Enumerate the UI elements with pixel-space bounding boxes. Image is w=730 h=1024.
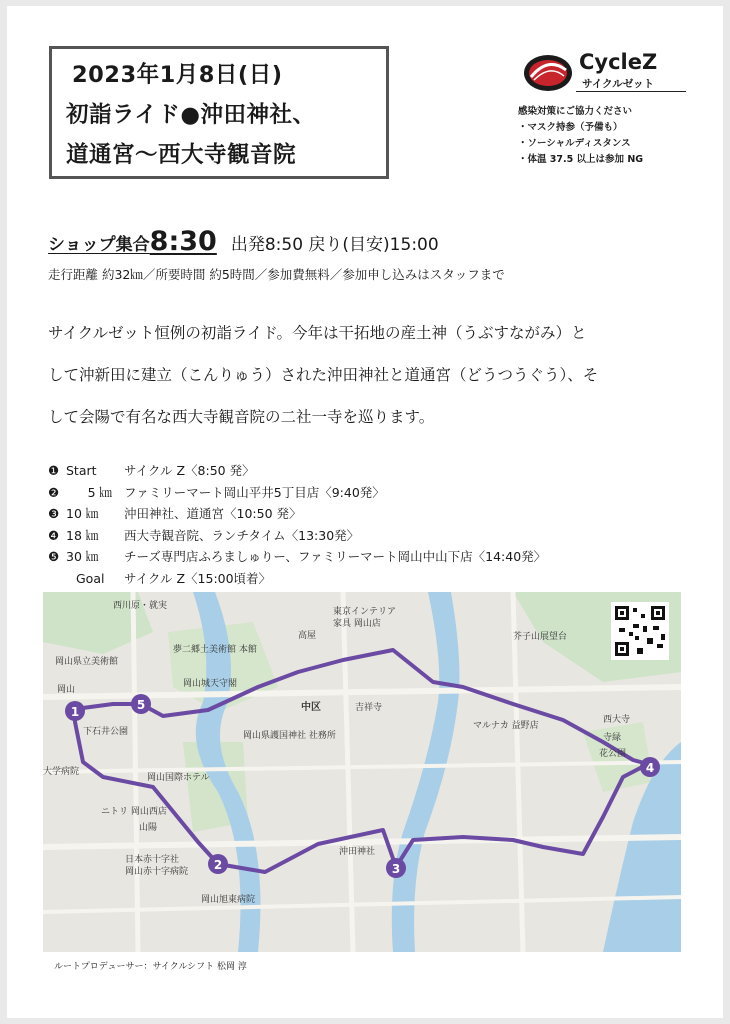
map-label: 岡山 [57,685,76,695]
ride-details: 走行距離 約32㎞／所要時間 約5時間／参加費無料／参加申し込みはスタッフまで [48,267,505,282]
stop-distance: 18 ㎞ [66,527,99,543]
logo-name: CycleZ [579,50,658,74]
map-label: 東京インテリア [333,607,397,617]
intro-line: して会陽で有名な西大寺観音院の二社一寺を巡ります。 [48,408,435,426]
map-label: 芥子山展望台 [513,632,568,642]
logo-underline [576,91,686,92]
route-marker-3 [386,858,406,878]
stop-item [48,546,546,568]
stop-distance: Goal [76,570,105,586]
stop-item [48,503,546,525]
map-label: 西大寺 [603,715,631,725]
stop-distance: 30 ㎞ [66,549,99,564]
map-label: 大学病院 [43,767,80,777]
route-map-svg [43,592,681,952]
covid-item: ・体温 37.5 以上は参加 NG [518,154,644,165]
title-destination: 道通宮〜西大寺観音院 [66,142,297,168]
map-label: 花公園 [599,749,627,759]
stop-description: サイクル Z〈15:00頃着〉 [124,570,272,586]
map-label: 家具 岡山店 [333,619,381,629]
map-label: 岡山城天守閣 [183,679,238,689]
stop-number: ❺ [48,549,60,564]
route-marker-5 [131,694,151,714]
departure-return: 出発8:50 戻り(目安)15:00 [230,235,439,255]
map-label: 寺緑 [603,733,622,743]
svg-text:5: 5 [136,698,146,712]
stop-number [48,568,66,590]
stop-item [48,568,546,590]
map-label: 下石井公園 [83,727,129,737]
logo-sub: サイクルゼット [582,78,655,90]
route-credit: ルートプロデューサー：サイクルシフト 松岡 淳 [54,962,247,972]
stop-description: サイクル Z〈8:50 発〉 [124,463,255,478]
map-label: 岡山国際ホテル [147,773,210,783]
svg-text:3: 3 [391,862,401,876]
map-label: 夢二郷土美術館 本館 [173,645,257,655]
stop-number: ❹ [48,527,60,543]
intro-text [48,312,688,438]
map-label: 岡山旭東病院 [201,895,256,905]
covid-item: ・マスク持参（予備も） [518,122,623,133]
stop-number: ❸ [48,506,60,521]
covid-notice [518,104,643,168]
stop-distance: 5 ㎞ [87,484,112,500]
qr-code-icon [611,602,669,660]
stop-description: チーズ専門店ふろましゅりー、ファミリーマート岡山中山下店〈14:40発〉 [124,549,547,564]
stop-distance: Start [66,463,97,478]
title-box [49,46,389,179]
stop-list [48,460,546,589]
intro-line: サイクルゼット恒例の初詣ライド。今年は干拓地の産土神（うぶすながみ）と [48,324,587,342]
stop-description: 西大寺観音院、ランチタイム〈13:30発〉 [124,527,360,543]
map-label: 沖田神社 [339,847,376,857]
svg-text:1: 1 [70,705,80,719]
map-label: 中区 [301,702,321,713]
cyclez-emblem-icon [522,50,574,94]
meeting-label: ショップ集合 [48,235,150,255]
title-date: 2023年1月8日(日) [72,62,283,88]
covid-item: ・ソーシャルディスタンス [518,138,631,149]
intro-line: して沖新田に建立（こんりゅう）された沖田神社と道通宮（どうつうぐう）、そ [48,366,599,384]
map-label: 山陽 [139,823,158,833]
stop-number: ❶ [48,463,60,478]
stop-item [48,525,546,547]
stop-item [48,482,546,504]
route-marker-2 [208,854,228,874]
map-label: 岡山赤十字病院 [125,867,189,877]
covid-heading: 感染対策にご協力ください [518,106,633,117]
title-ride: 初詣ライド●沖田神社、 [66,102,316,128]
stop-item [48,460,546,482]
stop-description: ファミリーマート岡山平井5丁目店〈9:40発〉 [124,484,385,500]
map-label: 高屋 [298,631,317,641]
stop-number: ❷ [48,484,60,500]
svg-text:2: 2 [213,858,223,872]
meeting-info [48,226,439,257]
map-label: 岡山県護国神社 社務所 [243,731,336,741]
map-label: 日本赤十字社 [125,855,180,865]
svg-text:4: 4 [645,761,655,775]
meeting-time: 8:30 [149,226,217,257]
map-label: 吉祥寺 [355,703,383,713]
route-marker-1 [65,701,85,721]
stop-distance: 10 ㎞ [66,506,99,521]
map-label: ニトリ 岡山西店 [101,807,167,817]
route-map [43,592,681,952]
stop-description: 沖田神社、道通宮〈10:50 発〉 [124,506,302,521]
cyclez-logo [522,50,692,100]
map-label: 岡山県立美術館 [55,657,119,667]
route-marker-4 [640,757,660,777]
map-label: マルナカ 益野店 [473,721,539,731]
map-label: 西川原・就実 [113,601,168,611]
